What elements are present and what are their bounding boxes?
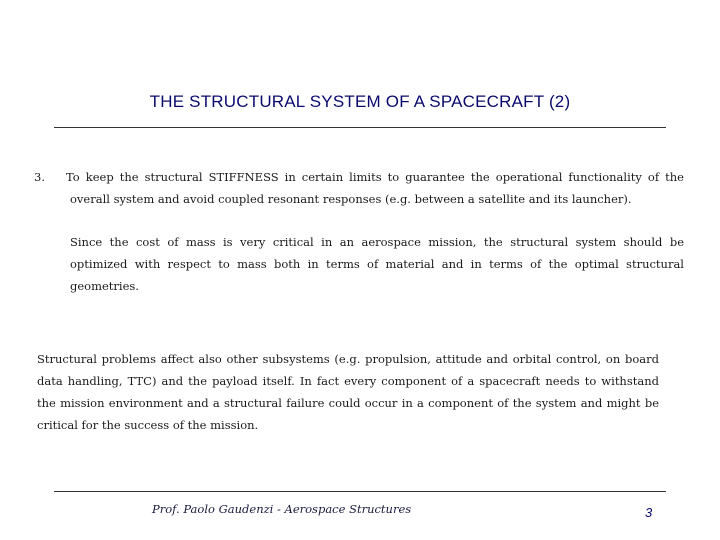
footer-author: Prof. Paolo Gaudenzi - Aerospace Structures	[152, 502, 412, 516]
title-divider	[54, 127, 666, 128]
paragraph-stiffness: To keep the structural STIFFNESS in certain limits to guarantee the operational functionality of the overall system and avoid coupled resonant responses (e.g. between a satellite and its launcher).	[66, 170, 684, 206]
paragraph-subsystems: Structural problems affect also other subsystems (e.g. propulsion, attitude and orbital control, on board data handling, TTC) and the payload itself. In fact every component of a spacecraft needs to withstand the mission environment and a structural failure could occur in a component of the system and might be critical for the success of the mission.	[37, 352, 659, 432]
page-number: 3	[645, 505, 653, 520]
slide-title: THE STRUCTURAL SYSTEM OF A SPACECRAFT (2)	[149, 92, 571, 111]
footer-divider	[54, 491, 666, 492]
list-item-number: 3.	[34, 170, 45, 184]
paragraph-mass: Since the cost of mass is very critical in an aerospace mission, the structural system should be optimized with respect to mass both in terms of material and in terms of the optimal structural geometries.	[70, 235, 684, 293]
